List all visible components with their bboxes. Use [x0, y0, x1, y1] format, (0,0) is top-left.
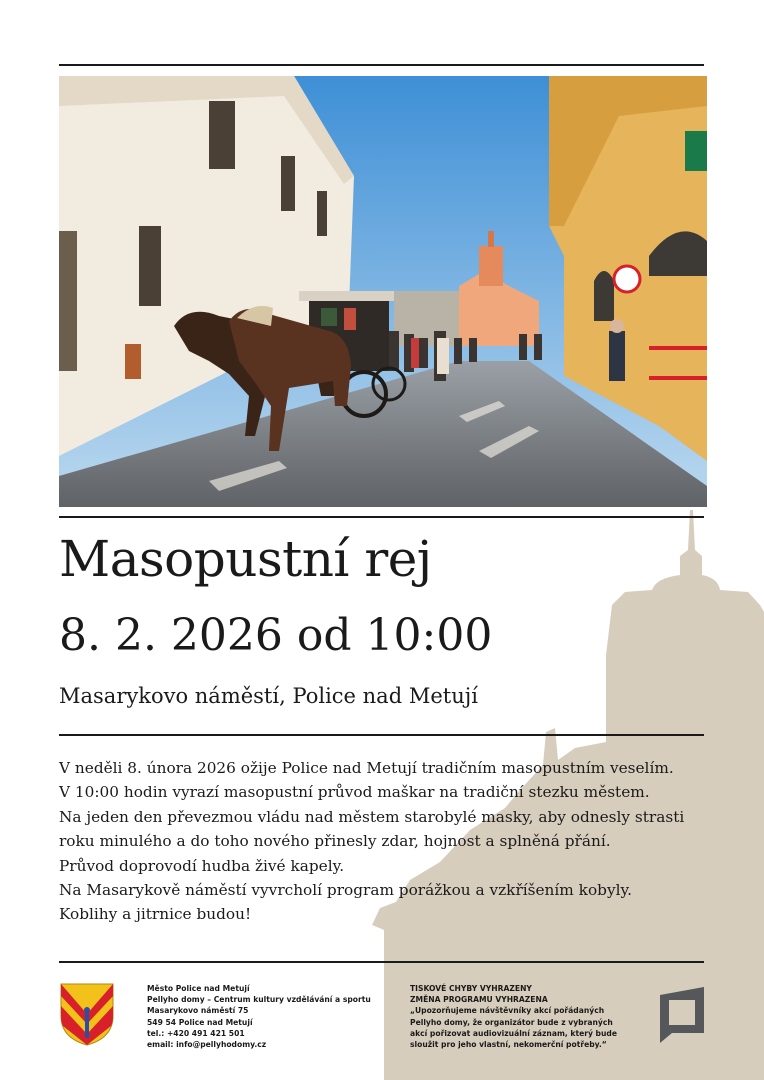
description-line: Průvod doprovodí hudba živé kapely. [59, 856, 345, 875]
notice-line: sloužit pro jeho vlastní, nekomerční potřeby.“ [410, 1040, 607, 1050]
organizer-line: Masarykovo náměstí 75 [147, 1006, 249, 1016]
legal-notice [410, 983, 617, 1050]
notice-heading: TISKOVÉ CHYBY VYHRAZENY [410, 984, 532, 993]
description-line: V 10:00 hodin vyrazí masopustní průvod maškar na tradiční stezku městem. [59, 783, 650, 802]
event-title: Masopustní rej [59, 530, 432, 588]
notice-line: Pellyho domy, že organizátor bude z vybraných [410, 1017, 613, 1027]
event-photo [59, 76, 707, 507]
top-rule [59, 64, 704, 66]
organizer-line: Pellyho domy – Centrum kultury vzdělávání a sportu [147, 995, 371, 1005]
venue-rule [59, 734, 704, 736]
description-line: Na Masarykově náměstí vyvrcholí program porážkou a vzkříšením kobyly. [59, 881, 632, 900]
notice-heading: ZMĚNA PROGRAMU VYHRAZENA [410, 995, 548, 1005]
organizer-line: Město Police nad Metují [147, 984, 250, 993]
organizer-line: 549 54 Police nad Metují [147, 1017, 253, 1027]
organizer-line: tel.: +420 491 421 501 [147, 1028, 245, 1038]
photo-bottom-rule [59, 516, 704, 518]
pellyho-domy-logo-icon [658, 985, 706, 1045]
footer-rule [59, 961, 704, 963]
notice-line: „Upozorňujeme návštěvníky akcí pořádaných [410, 1006, 605, 1016]
notice-line: akcí pořizovat audiovizuální záznam, který bude [410, 1028, 617, 1038]
event-description [59, 756, 719, 927]
description-line: V neděli 8. února 2026 ožije Police nad Metují tradičním masopustním veselím. [59, 759, 674, 777]
town-crest-icon [59, 982, 115, 1046]
organizer-info [147, 983, 371, 1050]
event-datetime: 8. 2. 2026 od 10:00 [59, 610, 493, 661]
description-line: roku minulého a do toho nového přinesly zdar, hojnost a splněná přání. [59, 832, 611, 851]
description-line: Na jeden den převezmou vládu nad městem starobylé masky, aby odnesly strasti [59, 807, 685, 826]
event-venue: Masarykovo náměstí, Police nad Metují [59, 684, 478, 708]
organizer-line: email: info@pellyhodomy.cz [147, 1040, 267, 1050]
description-line: Koblihy a jitrnice budou! [59, 905, 252, 924]
